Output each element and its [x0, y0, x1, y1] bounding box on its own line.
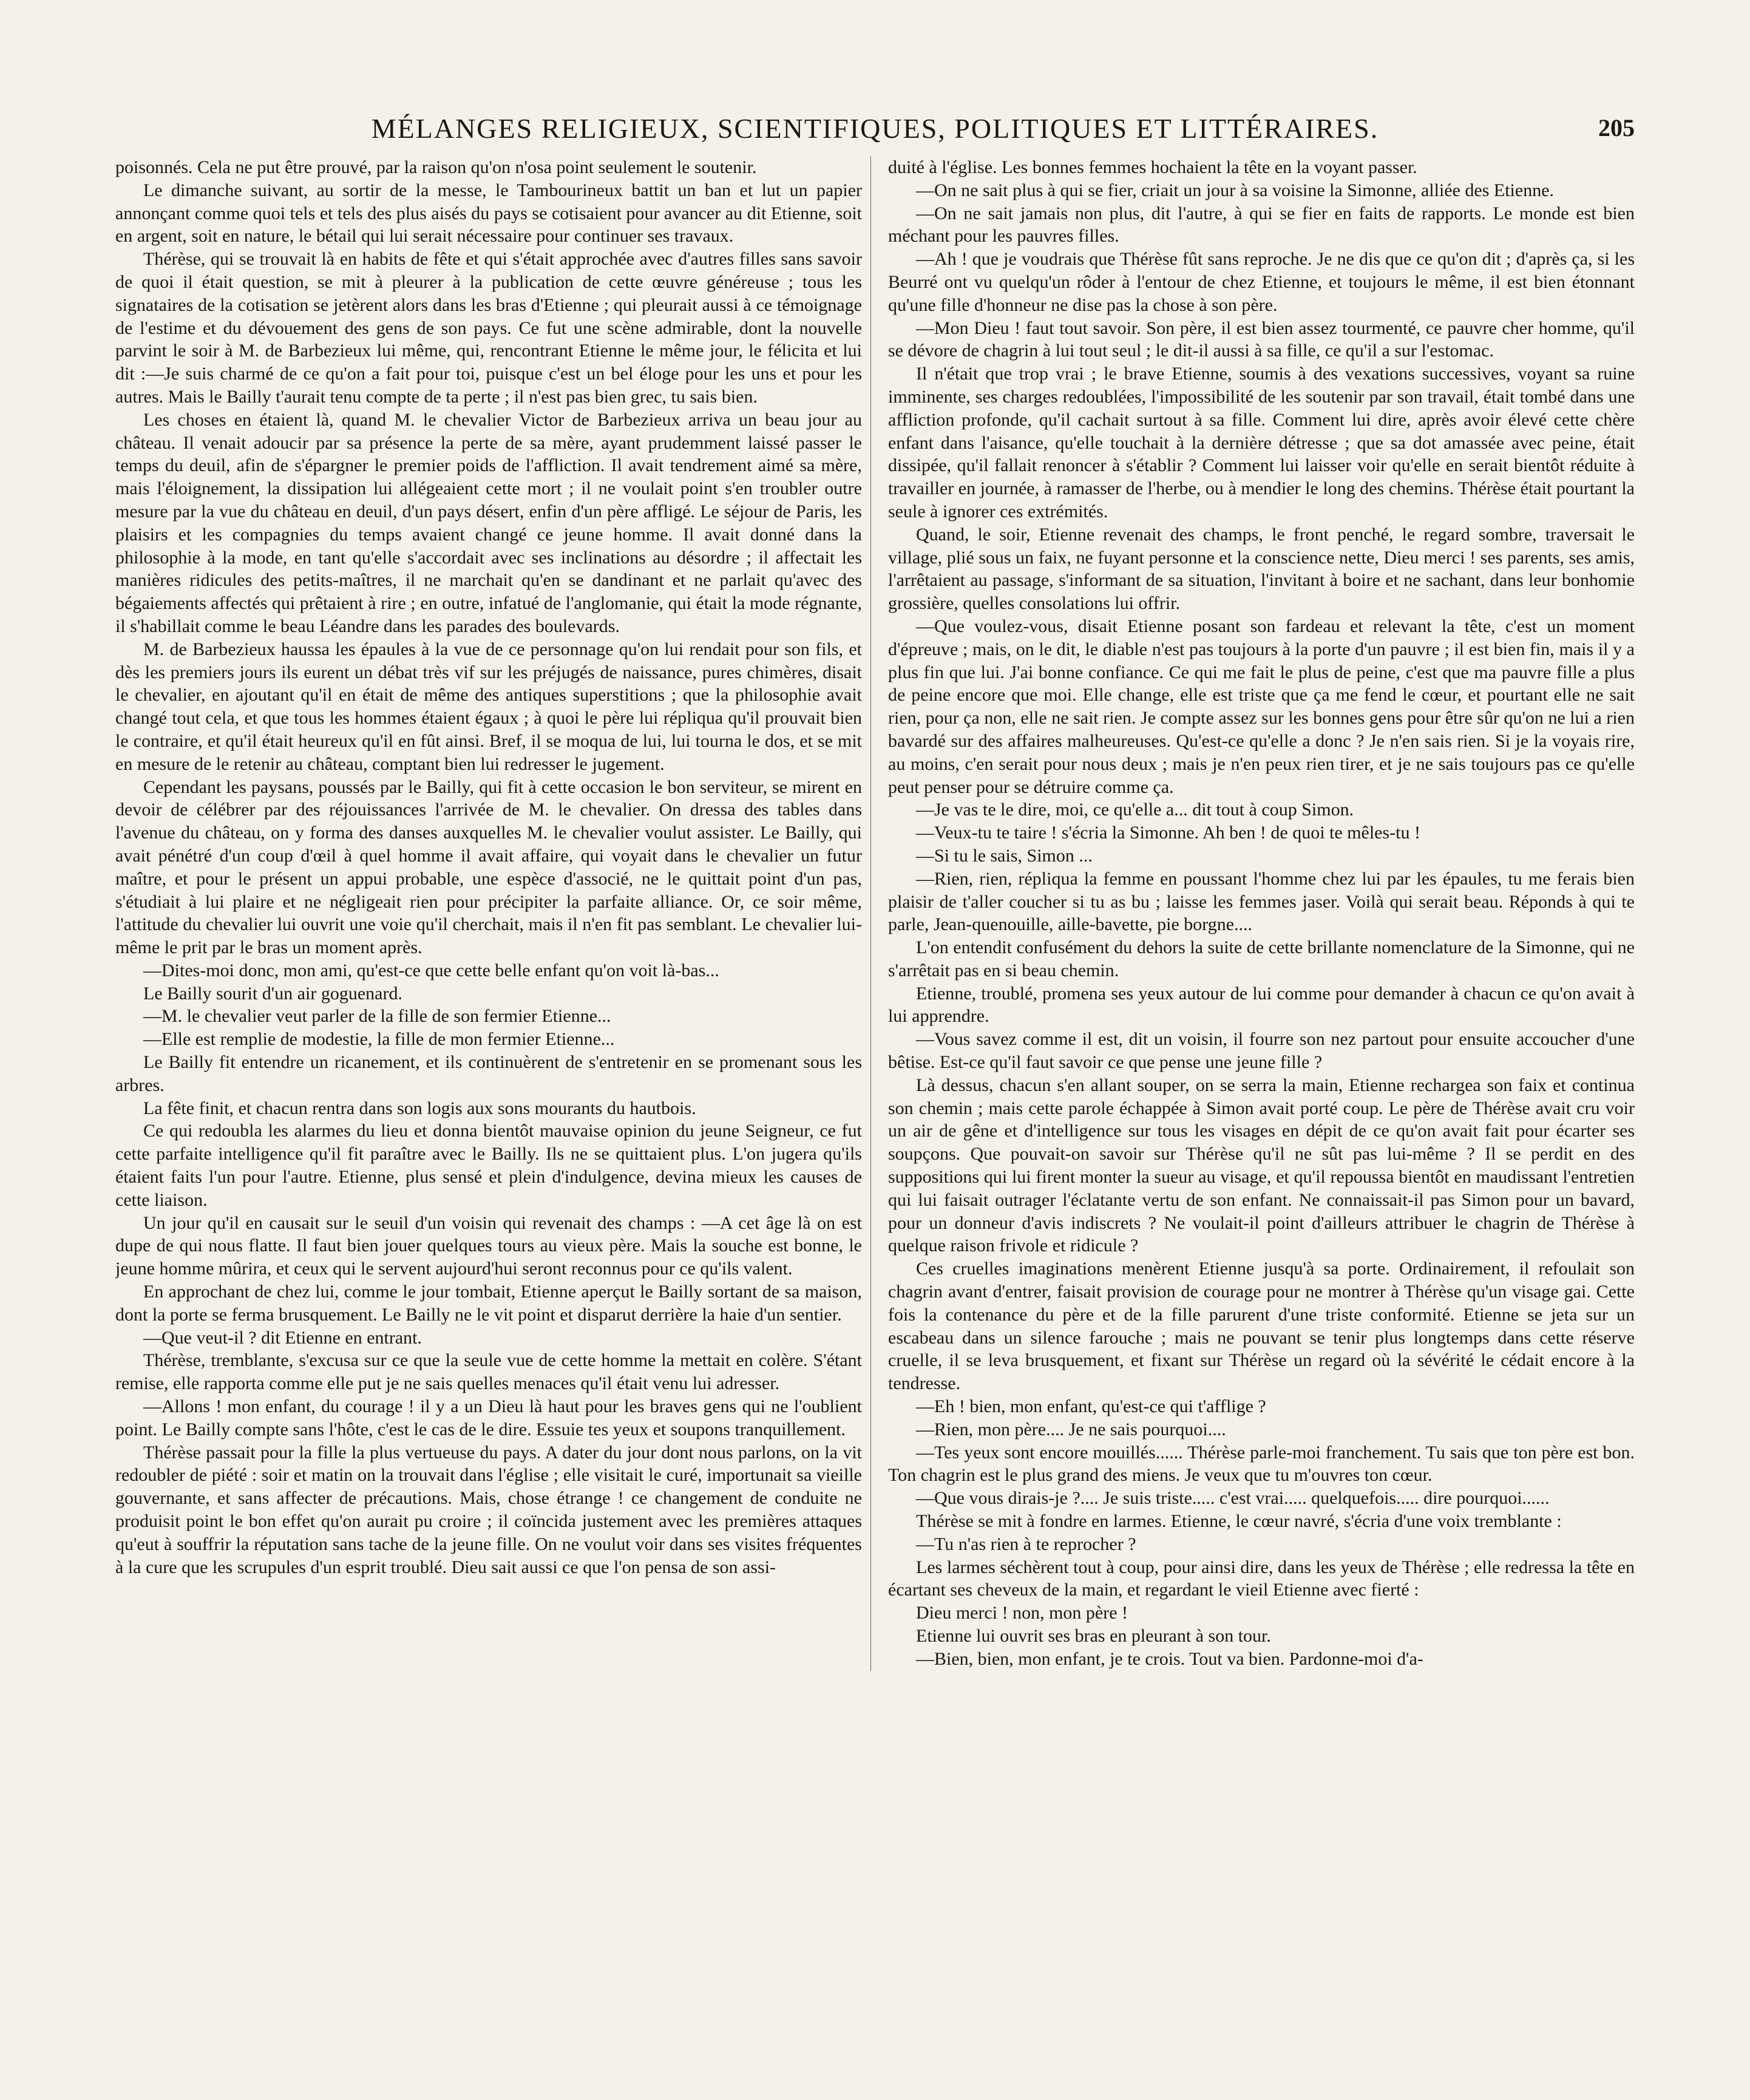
paragraph: Dieu merci ! non, mon père !: [916, 1603, 1128, 1623]
paragraph: Cependant les paysans, poussés par le Bailly, qui fit à cette occasion le bon serviteur, se mirent en devoir de célébrer par des réjouissances l'arrivée de M. le chevalier. On dressa des tables dans l'avenue du château, on y forma des danses auxquelles M. le chevalier voulut assister. Le Bailly, qui avait pénétré d'un coup d'œil à quel homme il avait affaire, qui voyait dans le chevalier un futur maître, et pour le présent un appui probable, une espèce d'associé, ne le quittait point d'un pas, s'étudiait à lui plaire et ne négligeait rien pour précipiter la parfaite alliance. Or, ce soir même, l'attitude du chevalier lui ouvrit une voie qu'il cherchait, mais il n'en fit pas semblant. Le chevalier lui-même le prit par le bras un moment après.: [115, 776, 862, 958]
paragraph: Le Bailly sourit d'un air goguenard.: [143, 983, 402, 1004]
paragraph: En approchant de chez lui, comme le jour tombait, Etienne aperçut le Bailly sortant de sa maison, dont la porte se ferma brusquement. Le Bailly ne le vit point et disparut derrière la haie d'un sentier.: [115, 1282, 862, 1325]
paragraph: Le dimanche suivant, au sortir de la messe, le Tambourineux battit un ban et lut un papier annonçant comme quoi tels et tels des plus aisés du pays se cotisaient pour avancer au dit Etienne, soit en argent, soit en nature, le bétail qui lui serait nécessaire pour continuer ses travaux.: [115, 180, 862, 246]
paragraph: Le Bailly fit entendre un ricanement, et ils continuèrent de s'entretenir en se promenant sous les arbres.: [115, 1052, 862, 1095]
paragraph: —Veux-tu te taire ! s'écria la Simonne. Ah ben ! de quoi te mêles-tu !: [916, 823, 1420, 843]
paragraph: Les choses en étaient là, quand M. le chevalier Victor de Barbezieux arriva un beau jour au château. Il venait adoucir par sa présence la perte de sa mère, ayant prudemment laissé passer le temps du deuil, afin de s'épargner le premier poids de l'affliction. Il avait tendrement aimé sa mère, mais l'éloignement, la dissipation lui allégeaient cette mort ; il ne voulait point s'en troubler outre mesure par la vue du château en deuil, d'un pays désert, enfin d'un père affligé. Le séjour de Paris, les plaisirs et les compagnies du temps avaient changé ce jeune homme. Il avait donné dans la philosophie à la mode, en tant qu'elle s'accordait avec ses inclinations au désordre ; il affectait les manières ridicules des petits-maîtres, il ne marchait qu'en se dandinant et ne parlait qu'avec des bégaiements affectés qui prêtaient à rire ; en outre, infatué de l'anglomanie, qui était la mode régnante, il s'habillait comme le beau Léandre dans les parades des boulevards.: [115, 409, 862, 636]
paragraph: Un jour qu'il en causait sur le seuil d'un voisin qui revenait des champs : —A cet âge là on est dupe de qui nous flatte. Il faut bien jouer quelques tours au vieux père. Mais la souche est bonne, le jeune homme mûrira, et ceux qui le servent aujourd'hui seront reconnus pour ce qu'ils valent.: [115, 1212, 862, 1279]
paragraph: Thérèse, tremblante, s'excusa sur ce que la seule vue de cette homme la mettait en colère. S'étant remise, elle rapporta comme elle put je ne sais quelles menaces qu'il était venu lui adresser.: [115, 1350, 862, 1394]
paragraph: —Que voulez-vous, disait Etienne posant son fardeau et relevant la tête, c'est un moment d'épreuve ; mais, on le dit, le diable n'est pas toujours à la porte d'un pauvre ; il est bien fin, mais il y a plus fin que lui. J'ai bonne confiance. Ce qui me fait le plus de peine, c'est que ma pauvre fille a plus de peine encore que moi. Elle change, elle est triste que ça me fend le cœur, et pourtant elle ne sait rien, pour ça non, elle ne sait rien. Je compte assez sur les bonnes gens pour être sûr qu'on ne lui a rien bavardé sur des affaires malheureuses. Qu'est-ce qu'elle a donc ? Je n'en sais rien. Si je la voyais rire, au moins, c'en serait pour nous deux ; mais je n'en peux rien tirer, et je ne sais toujours pas ce qu'elle peut penser pour se détruire comme ça.: [888, 616, 1635, 797]
paragraph: La fête finit, et chacun rentra dans son logis aux sons mourants du hautbois.: [143, 1098, 696, 1118]
paragraph: Ces cruelles imaginations menèrent Etienne jusqu'à sa porte. Ordinairement, il refoulait son chagrin avant d'entrer, faisait provision de courage pour ne montrer à Thérèse qu'un visage gai. Cette fois la contenance du père et de la fille parurent d'une triste conformité. Etienne se jeta sur un escabeau dans un silence farouche ; mais ne pouvant se tenir plus longtemps dans cette réserve cruelle, il se leva brusquement, et fixant sur Thérèse un regard où la sévérité le cédait encore à la tendresse.: [888, 1259, 1635, 1394]
paragraph: —Rien, rien, répliqua la femme en poussant l'homme chez lui par les épaules, tu me ferais bien plaisir de t'aller coucher si tu as bu ; laisse les femmes jaser. Voilà qui serait beau. Réponds à qui te parle, Jean-quenouille, aille-bavette, pie borgne....: [888, 868, 1635, 935]
running-title: MÉLANGES RELIGIEUX, SCIENTIFIQUES, POLITIQUES ET LITTÉRAIRES.: [371, 113, 1379, 144]
paragraph: —On ne sait plus à qui se fier, criait un jour à sa voisine la Simonne, alliée des Etienne.: [916, 180, 1555, 200]
paragraph: —Bien, bien, mon enfant, je te crois. Tout va bien. Pardonne-moi d'a-: [916, 1648, 1423, 1669]
paragraph: L'on entendit confusément du dehors la suite de cette brillante nomenclature de la Simonne, qui ne s'arrêtait pas en si beau chemin.: [888, 937, 1635, 980]
paragraph: Il n'était que trop vrai ; le brave Etienne, soumis à des vexations successives, voyant sa ruine imminente, ses charges redoublées, l'impossibilité de les soutenir par son travail, était tombé dans une affliction profonde, qu'il cachait surtout à sa fille. Comment lui dire, après avoir élevé cette chère enfant dans l'aisance, qu'elle touchait à la dernière détresse ; que sa dot amassée avec peine, était dissipée, qu'il fallait renoncer à s'établir ? Comment lui laisser voir qu'elle en serait bientôt réduite à travailler en journée, à ramasser de l'herbe, ou à mendier le long des chemins. Thérèse était pourtant la seule à ignorer ces extrémités.: [888, 364, 1635, 522]
paragraph: duité à l'église. Les bonnes femmes hochaient la tête en la voyant passer.: [888, 157, 1417, 177]
paragraph: —Rien, mon père.... Je ne sais pourquoi....: [916, 1419, 1226, 1439]
paragraph: —Eh ! bien, mon enfant, qu'est-ce qui t'afflige ?: [916, 1396, 1266, 1417]
paragraph: —Que vous dirais-je ?.... Je suis triste..... c'est vrai..... quelquefois..... dire pourquoi......: [916, 1488, 1550, 1509]
paragraph: —Ah ! que je voudrais que Thérèse fût sans reproche. Je ne dis que ce qu'on dit ; d'après ça, si les Beurré ont vu quelqu'un rôder à l'entour de chez Etienne, et toujours le même, il est bien étonnant qu'une fille d'honneur ne dise pas la chose à son père.: [888, 249, 1635, 315]
paragraph: Thérèse passait pour la fille la plus vertueuse du pays. A dater du jour dont nous parlons, on la vit redoubler de piété : soir et matin on la trouvait dans l'église ; elle visitait le curé, importunait sa vieille gouvernante, et sans affecter de précautions. Mais, chose étrange ! ce changement de conduite ne produisit point le bon effet qu'on aurait pu croire ; il coïncida justement avec les premières attaques qu'eut à souffrir la réputation sans tache de la jeune fille. On ne voulut voir dans ses visites fréquentes à la cure que les scrupules d'un esprit troublé. Dieu sait aussi ce que l'on pensa de son assi-: [115, 1442, 862, 1577]
paragraph: Thérèse, qui se trouvait là en habits de fête et qui s'était approchée avec d'autres filles sans savoir de quoi il était question, se mit à pleurer à la publication de cette œuvre généreuse ; tous les signataires de la cotisation se jetèrent alors dans les bras d'Etienne ; qui pleurait aussi à ce témoignage de l'estime et du dévouement des gens de son pays. Ce fut une scène admirable, dont la nouvelle parvint le soir à M. de Barbezieux lui même, qui, rencontrant Etienne le même jour, le félicita et lui dit :—Je suis charmé de ce qu'on a fait pour toi, puisque c'est un bel éloge pour les uns et pour les autres. Mais le Bailly t'aurait tenu compte de ta perte ; il n'est pas bien grec, tu sais bien.: [115, 249, 862, 407]
paragraph: —Dites-moi donc, mon ami, qu'est-ce que cette belle enfant qu'on voit là-bas...: [143, 960, 719, 980]
paragraph: —Que veut-il ? dit Etienne en entrant.: [143, 1327, 422, 1348]
paragraph: —Si tu le sais, Simon ...: [916, 845, 1093, 866]
right-column: [884, 156, 1635, 1671]
paragraph: Ce qui redoubla les alarmes du lieu et donna bientôt mauvaise opinion du jeune Seigneur, ce fut cette parfaite intelligence qu'il fit paraître avec le Bailly. Ils ne se quittaient plus. L'on jugera qu'ils étaient faits l'un pour l'autre. Etienne, plus sensé et plein d'indulgence, devina mieux les causes de cette liaison.: [115, 1121, 862, 1210]
paragraph: —Vous savez comme il est, dit un voisin, il fourre son nez partout pour ensuite accoucher d'une bêtise. Est-ce qu'il faut savoir ce que pense une jeune fille ?: [888, 1029, 1635, 1073]
paragraph: —Je vas te le dire, moi, ce qu'elle a... dit tout à coup Simon.: [916, 800, 1354, 820]
left-column: [115, 156, 871, 1671]
paragraph: M. de Barbezieux haussa les épaules à la vue de ce personnage qu'on lui rendait pour son fils, et dès les premiers jours ils eurent un débat très vif sur les préjugés de naissance, pures chimères, disait le chevalier, en ajoutant qu'il en était de même des antiques superstitions ; que la philosophie avait changé tout cela, et que tous les hommes étaient égaux ; à quoi le père lui répliqua qu'il prouvait bien le contraire, et qu'il était heureux qu'il en fût ainsi. Bref, il se moqua de lui, lui tourna le dos, et se mit en mesure de le retenir au château, comptant bien lui redresser le jugement.: [115, 639, 862, 774]
paragraph: —Mon Dieu ! faut tout savoir. Son père, il est bien assez tourmenté, ce pauvre cher homme, qu'il se dévore de chagrin à lui tout seul ; le dit-il aussi à sa fille, ce qu'il a sur l'estomac.: [888, 318, 1635, 361]
paragraph: Thérèse se mit à fondre en larmes. Etienne, le cœur navré, s'écria d'une voix tremblante :: [916, 1511, 1562, 1532]
page-number: 205: [1598, 114, 1635, 141]
paragraph: —Tes yeux sont encore mouillés...... Thérèse parle-moi franchement. Tu sais que ton père est bon. Ton chagrin est le plus grand des miens. Je veux que tu m'ouvres ton cœur.: [888, 1442, 1635, 1486]
paragraph: Là dessus, chacun s'en allant souper, on se serra la main, Etienne rechargea son faix et continua son chemin ; mais cette parole échappée à Simon avait porté coup. Le père de Thérèse avait cru voir un air de gêne et d'intelligence sur tous les visages en dépit de ce qu'on avait fait pour écarter ses soupçons. Que pouvait-on savoir sur Thérèse qu'il ne sût pas lui-même ? Il se perdit en des suppositions qui lui firent monter la sueur au visage, et qu'il repoussa bientôt en maudissant l'entretien qui lui faisait outrager l'éclatante vertu de son enfant. Ne connaissait-il pas Simon pour un bavard, pour un donneur d'avis indiscrets ? Ne voulait-il point d'ailleurs attribuer le chagrin de Thérèse à quelque raison frivole et ridicule ?: [888, 1075, 1635, 1256]
paragraph: —Tu n'as rien à te reprocher ?: [916, 1534, 1136, 1554]
text-columns: [115, 156, 1635, 1671]
page-header: [115, 106, 1635, 149]
paragraph: —Allons ! mon enfant, du courage ! il y a un Dieu là haut pour les braves gens qui ne l'oublient point. Le Bailly compte sans l'hôte, c'est le cas de le dire. Essuie tes yeux et soupons tranquillement.: [115, 1396, 862, 1439]
paragraph: Etienne, troublé, promena ses yeux autour de lui comme pour demander à chacun ce qu'on avait à lui apprendre.: [888, 983, 1635, 1027]
paragraph: Quand, le soir, Etienne revenait des champs, le front penché, le regard sombre, traversait le village, plié sous un faix, ne fuyant personne et la conscience nette, Dieu merci ! ses parents, ses amis, l'arrêtaient au passage, s'informant de sa situation, l'invitant à boire et ne sachant, dans leur bonhomie grossière, quelles consolations lui offrir.: [888, 524, 1635, 614]
paragraph: —Elle est remplie de modestie, la fille de mon fermier Etienne...: [143, 1029, 615, 1050]
paragraph: —M. le chevalier veut parler de la fille de son fermier Etienne...: [143, 1006, 611, 1027]
paragraph: Etienne lui ouvrit ses bras en pleurant à son tour.: [916, 1626, 1271, 1646]
paragraph: Les larmes séchèrent tout à coup, pour ainsi dire, dans les yeux de Thérèse ; elle redressa la tête en écartant ses cheveux de la main, et regardant le vieil Etienne avec fierté :: [888, 1557, 1635, 1600]
paragraph: poisonnés. Cela ne put être prouvé, par la raison qu'on n'osa point seulement le soutenir.: [115, 157, 757, 177]
paragraph: —On ne sait jamais non plus, dit l'autre, à qui se fier en faits de rapports. Le monde est bien méchant pour les pauvres filles.: [888, 203, 1635, 246]
